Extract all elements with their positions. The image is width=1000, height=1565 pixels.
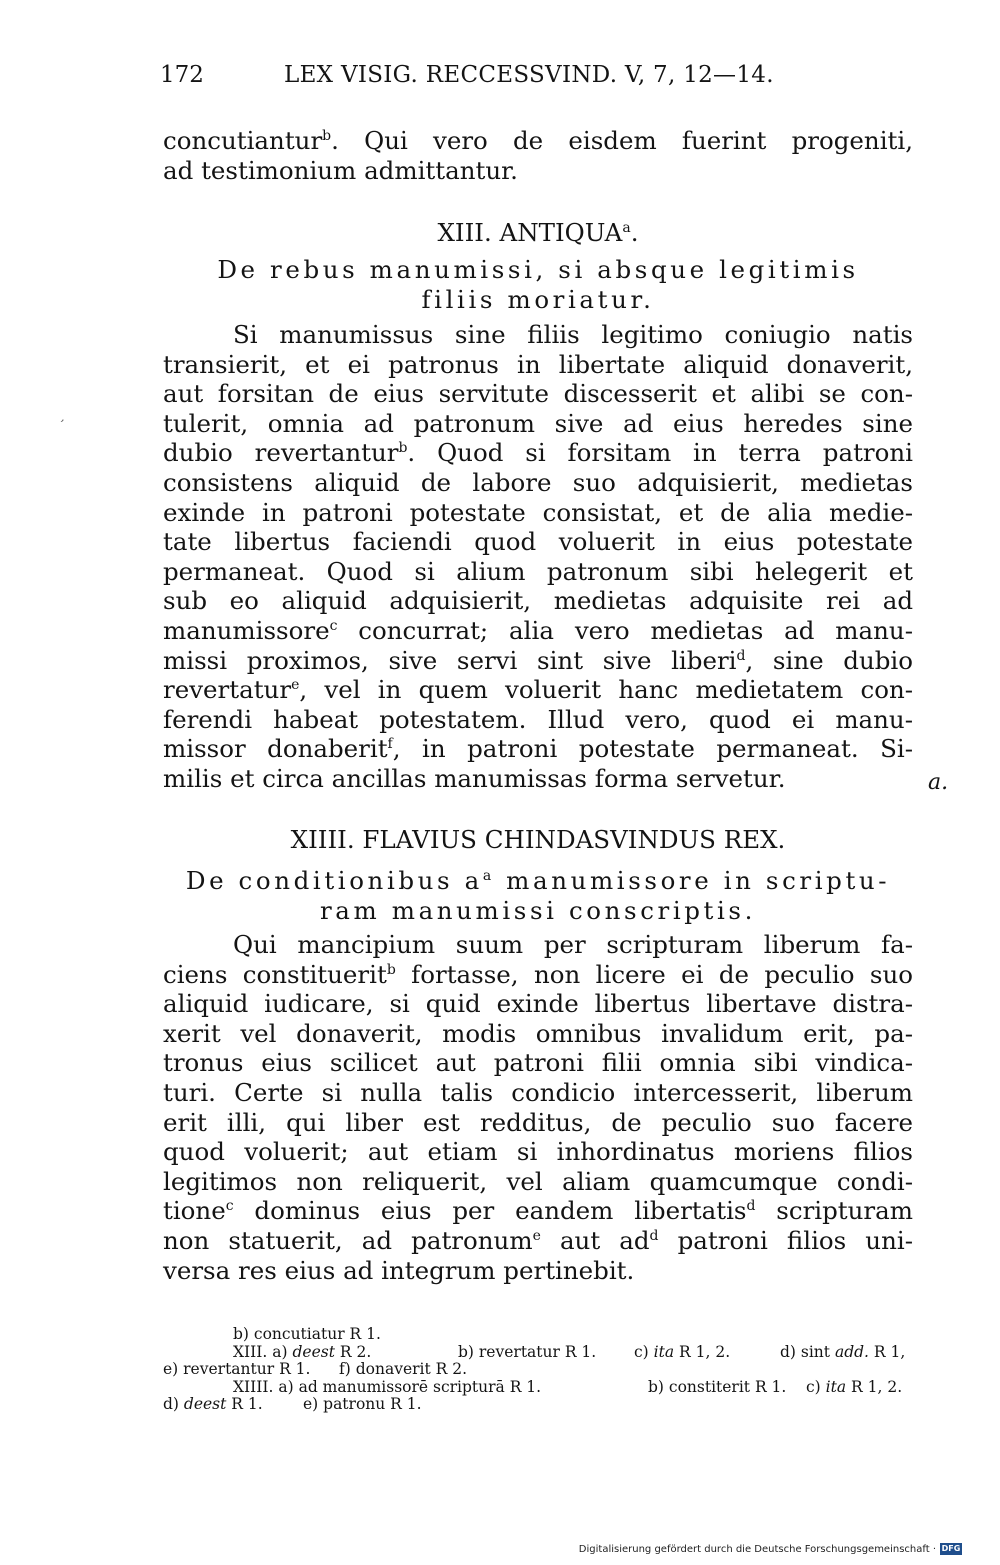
footnote-ref: e [291,677,300,694]
footnote-ref: b [322,128,332,144]
text-line: ferendi habeat potestatem. Illud vero, quod ei manu- [163,704,913,734]
text-line: versa res eius ad integrum pertinebit. [163,1255,635,1285]
text-line: transierit, et ei patronus in libertate aliquid donaverit, [163,349,913,379]
footnote-ref: d [746,1198,756,1215]
footnote-ref: e [532,1227,541,1244]
text-line: ciens constituerit$^b$ fortasse, non licere ei de peculio suo [163,959,913,989]
text-line: sub eo aliquid adquisierit, medietas adquisite rei ad [163,586,913,616]
text-line: missi proximos, sive servi sint sive liberi$^d$, sine dubio [163,645,913,675]
footnote-ref: b [386,961,396,978]
footnote-ref: c [225,1198,234,1215]
text-line: erit illi, qui liber est redditus, de peculio suo facere [163,1107,913,1137]
footnote-line: XIII. a) deest R 2. b) revertatur R 1. c) ita R 1, 2. d) sint add. R 1, [233,1342,906,1361]
text-line: tronus eius scilicet aut patroni filii omnia sibi vindica- [163,1048,913,1078]
footnotes [163,1326,918,1414]
digitization-credit [579,1543,962,1555]
footnote-ref: a [482,868,495,884]
text-line: legitimos non reliquerit, vel aliam quamcumque condi- [163,1166,913,1196]
dfg-logo: DFG [941,1544,961,1553]
footnote-ref: d [649,1227,659,1244]
footnote-ref: a [622,220,631,236]
footnote-line: e) revertantur R 1. f) donaverit R 2. [163,1360,468,1379]
section-13-title: XIII. ANTIQUA$^a$. [437,218,639,247]
section-13-rubric: filiis moriatur. [421,285,655,314]
section-14-rubric: ram manumissi conscriptis. [320,896,756,925]
text-line: manumissore$^c$ concurrat; alia vero medietas ad manu- [163,615,913,645]
running-header [160,62,790,98]
text-line: xerit vel donaverit, modis omnibus invalidum erit, pa- [163,1018,913,1048]
section-14-title: XIIII. FLAVIUS CHINDASVINDUS REX. [290,825,786,854]
footnote-ref: d [736,647,746,664]
footnote-line: XIIII. a) ad manumissorē scripturā R 1. b) constiterit R 1. c) ita R 1, 2. [233,1377,903,1396]
continued-text [163,126,913,185]
footnote-line: d) deest R 1. e) patronu R 1. [163,1395,422,1414]
page-number: 172 [160,62,204,88]
section-14-body [163,930,913,1285]
margin-note: a. [928,770,949,795]
text-line: revertatur$^e$, vel in quem voluerit hanc medietatem con- [163,675,913,705]
section-14-rubric: De conditionibus $a^a$ manumissore in scriptu- [185,866,891,895]
text-line: aut forsitan de eius servitute discesserit et alibi se con- [163,379,913,409]
text-line: non statuerit, ad patronum$^e$ aut $ad^d$ patroni filios uni- [163,1225,913,1255]
footnote-ref: c [329,617,338,634]
text-line: exinde in patroni potestate consistat, et de alia medie- [163,497,913,527]
section-13-body [163,320,913,794]
text-line: tione$^c$ dominus eius per eandem libertatis$^d$ scripturam [163,1196,913,1226]
text-line: milis et circa ancillas manumissas forma servetur. [163,763,786,793]
text-line: tulerit, omnia ad patronum sive ad eius heredes sine [163,408,913,438]
text-line: dubio revertantur$^b$. Quod si forsitam in terra patroni [163,438,914,468]
text-line: permaneat. Quod si alium patronum sibi helegerit et [163,556,913,586]
text-line: Si manumissus sine filiis legitimo coniugio natis [233,320,913,349]
text-line: aliquid iudicare, si quid exinde libertus libertave distra- [163,989,913,1019]
text-line: concutiantur$^b$. Qui vero de eisdem fuerint progeniti, [163,126,913,155]
text-line: quod voluerit; aut etiam si inhordinatus moriens filios [163,1137,913,1167]
margin-mark: , [59,409,69,425]
section-13-rubric: De rebus manumissi, si absque legitimis [217,255,859,284]
footnote-ref: b [398,440,408,457]
text-line: missor donaberit$^f$, in patroni potestate permaneat. Si- [163,734,913,764]
text-line: ad testimonium admittantur. [163,155,518,185]
text-line: tate libertus faciendi quod voluerit in eius potestate [163,527,913,557]
footnote-ref: f [387,736,393,753]
text-line: consistens aliquid de labore suo adquisierit, medietas [163,467,913,497]
running-title: LEX VISIG. RECCESSVIND. V, 7, 12—14. [284,62,774,88]
footnote-line: b) concutiatur R 1. [233,1325,381,1343]
text-line: Qui mancipium suum per scripturam liberum fa- [233,930,913,959]
text-line: turi. Certe si nulla talis condicio intercesserit, liberum [163,1077,913,1107]
credit-text: Digitalisierung gefördert durch die Deutsche Forschungsgemeinschaft · [578,1543,936,1555]
